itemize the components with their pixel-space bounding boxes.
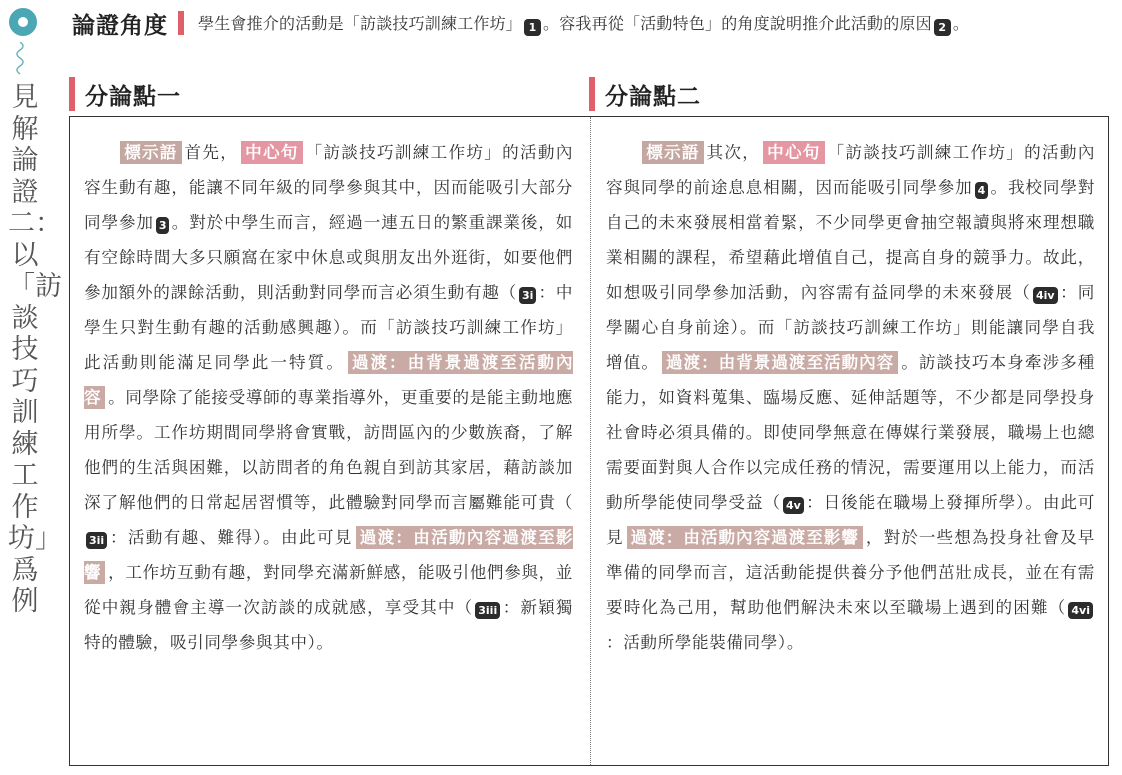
vertical-title: 見解論證二：以「訪談技巧訓練工作坊」爲例 (8, 82, 62, 617)
circle-icon (9, 8, 37, 36)
marker-tag: 標示語 (120, 141, 181, 164)
center-sentence-tag: 中心句 (241, 141, 302, 164)
marker-tag: 標示語 (642, 141, 703, 164)
transition-tag: 過渡：由背景過渡至活動內容 (84, 353, 574, 407)
center-sentence-tag: 中心句 (763, 141, 824, 164)
ref-badge: 2 (934, 19, 951, 36)
header-title: 論證角度 (72, 11, 168, 39)
ref-badge: 4vi (1068, 602, 1093, 619)
ref-badge: 3 (156, 217, 170, 234)
header (72, 6, 969, 40)
column-divider (590, 117, 591, 765)
accent-bar (69, 77, 75, 111)
paragraph: 標示語 首先， 中心句 「訪談技巧訓練工作坊」的活動內容生動有趣，能讓不同年級的同學參與其中，因而能吸引大部分同學參加 3 。對於中學生而言，經過一連五日的繁重課業後，如有空餘時間大多只願窩在家中休息或與朋友出外逛街，如要他們參加額外的課餘活動，則活動對同學而言必須生動有趣（ 3i ：中學生只對生動有趣的活動感興趣）。而「訪談技巧訓練工作坊」此活動則能滿足同學此一特質。 過渡：由背景過渡至活動內容 。同學除了能接受導師的專業指導外，更重要的是能主動地應用所學。工作坊期間同學將會實戰，訪問區內的少數族裔，了解他們的生活與困難，以訪問者的角色親自到訪其家居，藉訪談加深了解他們的日常起居習慣等，此體驗對同學而言屬難能可貴（3ii ：活動有趣、難得）。由此可見 過渡：由活動內容過渡至影響 ，工作坊互動有趣，對同學充滿新鮮感，能吸引他們參與，並從中親身體會主導一次訪談的成就感，享受其中（ 3iii ：新穎獨特的體驗，吸引同學參與其中）。 (84, 143, 574, 652)
ref-badge: 4 (975, 182, 989, 199)
squiggle-icon (12, 42, 28, 78)
accent-bar (589, 77, 595, 111)
ref-badge: 3iii (475, 602, 500, 619)
column-right (606, 135, 1095, 660)
content-box (69, 116, 1109, 766)
section-title-text: 分論點二 (605, 82, 701, 110)
header-text: 學生會推介的活動是「訪談技巧訓練工作坊」 1 。容我再從「活動特色」的角度說明推介此活動的原因 2 。 (198, 13, 970, 34)
ref-badge: 3ii (86, 532, 107, 549)
section-title-one (69, 76, 181, 112)
transition-tag: 過渡：由背景過渡至活動內容 (662, 351, 898, 374)
ref-badge: 1 (524, 19, 541, 36)
transition-tag: 過渡：由活動內容過渡至影響 (84, 528, 574, 582)
ref-badge: 4iv (1033, 287, 1058, 304)
sidebar (0, 0, 62, 775)
paragraph: 標示語 其次， 中心句 「訪談技巧訓練工作坊」的活動內容與同學的前途息息相關，因而能吸引同學參加 4 。我校同學對自己的未來發展相當着緊，不少同學更會抽空報讀與將來理想職業相關的課程，希望藉此增值自己，提高自身的競爭力。故此，如想吸引同學參加活動，內容需有益同學的未來發展（ 4iv ：同學關心自身前途）。而「訪談技巧訓練工作坊」則能讓同學自我增值。 過渡：由背景過渡至活動內容 。訪談技巧本身牽涉多種能力，如資料蒐集、臨場反應、延伸話題等，不少都是同學投身社會時必須具備的。即使同學無意在傳媒行業發展，職場上也總需要面對與人合作以完成任務的情況，需要運用以上能力，而活動所學能使同學受益（ 4v ：日後能在職場上發揮所學）。由此可見 過渡：由活動內容過渡至影響 ，對於一些想為投身社會及早準備的同學而言，這活動能提供養分予他們茁壯成長，並在有需要時化為己用，幫助他們解決未來以至職場上遇到的困難（ 4vi：活動所學能裝備同學）。 (606, 143, 1096, 652)
ref-badge: 3i (519, 287, 536, 304)
section-title-text: 分論點一 (85, 82, 181, 110)
section-title-two (589, 76, 701, 112)
transition-tag: 過渡：由活動內容過渡至影響 (627, 526, 863, 549)
column-left (84, 135, 573, 660)
header-accent-bar (178, 11, 184, 35)
ref-badge: 4v (783, 497, 804, 514)
